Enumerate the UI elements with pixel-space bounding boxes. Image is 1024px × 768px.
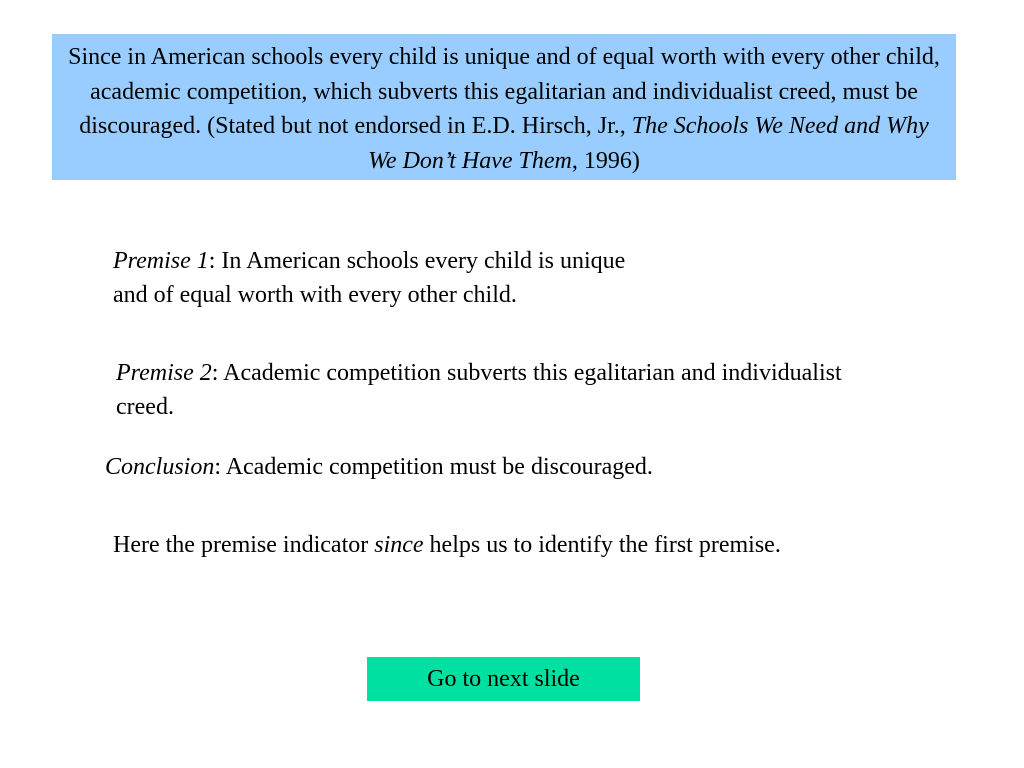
- conclusion-label: Conclusion: [105, 454, 215, 480]
- premise-1: [113, 244, 753, 312]
- note-keyword: since: [374, 532, 424, 558]
- note-text-before: Here the premise indicator: [113, 532, 375, 558]
- conclusion: [105, 450, 865, 484]
- quote-text: Since in American schools every child is unique and of equal worth with every other child, academic competition, which subverts this egalitarian and individualist creed, must be discouraged. (Stated but not endorsed in E.D. Hirsch, Jr.,: [68, 44, 940, 139]
- quote-box: [52, 34, 956, 180]
- next-slide-button[interactable]: Go to next slide: [367, 657, 640, 701]
- quote-year: , 1996): [571, 147, 640, 174]
- premise-1-label: Premise 1: [113, 248, 209, 274]
- premise-2: [116, 356, 856, 424]
- quote-book-title: The Schools We Need and Why We Don’t Have Them: [368, 113, 929, 174]
- premise-2-label: Premise 2: [116, 360, 212, 386]
- premise-1-text: : In American schools every child is unique: [208, 248, 626, 274]
- note-text-after: helps us to identify the first premise.: [423, 532, 781, 558]
- premise-2-text: : Academic competition subverts this egalitarian and individualist creed.: [116, 360, 842, 420]
- premise-1-text-line2: and of equal worth with every other child.: [113, 282, 517, 308]
- premise-indicator-note: [113, 528, 833, 562]
- conclusion-text: : Academic competition must be discouraged.: [214, 454, 653, 480]
